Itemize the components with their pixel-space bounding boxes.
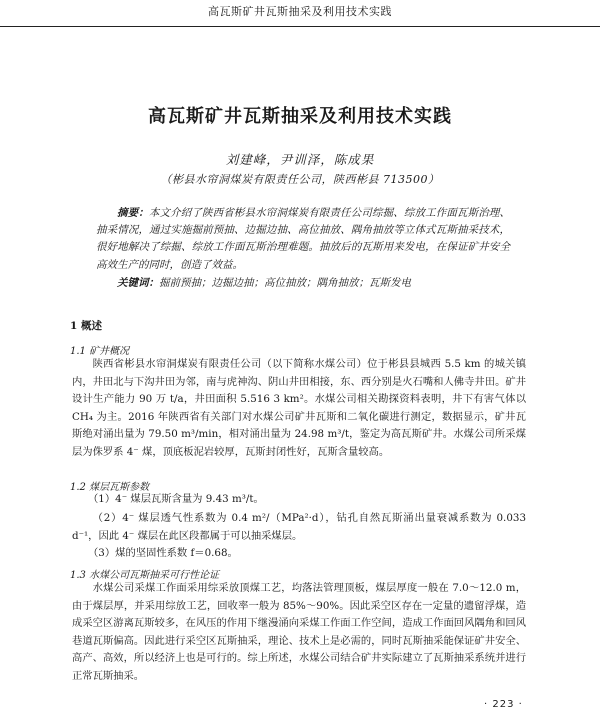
abstract (96, 205, 510, 274)
section-1-1-heading: 1.1 矿井概况 (70, 346, 130, 357)
section-1-3-heading: 1.3 水煤公司瓦斯抽采可行性论证 (70, 570, 220, 581)
section-1-2-item-2: （2）4⁻ 煤层透气性系数为 0.4 m²/（MPa²·d），钻孔自然瓦斯涌出量衰减系数为 0.033 d⁻¹，因此 4⁻ 煤层在此区段都属于可以抽采煤层。 (72, 512, 526, 542)
section-1-2-item-1: （1）4⁻ 煤层瓦斯含量为 9.43 m³/t。 (88, 493, 264, 505)
header-rule (0, 26, 600, 27)
running-header: 高瓦斯矿井瓦斯抽采及利用技术实践 (208, 5, 392, 18)
section-1-heading: 1 概述 (70, 320, 102, 332)
abstract-text: 本文介绍了陕西省彬县水帘洞煤炭有限责任公司综掘、综放工作面瓦斯治理、抽采情况，通过实施掘前预抽、边掘边抽、高位抽放、隅角抽放等立体式瓦斯抽采技术，很好地解决了综掘、综放工作面瓦斯治理难题。抽放后的瓦斯用来发电，在保证矿井安全高效生产的同时，创造了效益。 (96, 207, 510, 271)
section-1-2-item-3: （3）煤的坚固性系数 f＝0.68。 (88, 547, 238, 559)
section-1-2-heading: 1.2 煤层瓦斯参数 (70, 482, 150, 493)
keywords-text: 掘前预抽；边掘边抽；高位抽放；隅角抽放；瓦斯发电 (159, 277, 411, 289)
keywords (96, 275, 510, 290)
section-1-3-paragraph: 水煤公司采煤工作面采用综采放顶煤工艺，均落法管理顶板，煤层厚度一般在 7.0～12.0 m，由于煤层厚，并采用综放工艺，回收率一般为 85%～90%。因此采空区存在一定量的遗留浮煤，造成采空区游离瓦斯较多，在风压的作用下继漫涌向采煤工作面工作空间，造成工作面回风隅角和回风巷道瓦斯偏高。因此进行采空区瓦斯抽采，理论、技术上是必需的，同时瓦斯抽采能保证矿井安全、高产、高效，所以经济上也是可行的。综上所述，水煤公司结合矿井实际建立了瓦斯抽采系统并进行正常瓦斯抽采。 (72, 582, 526, 682)
keywords-label: 关键词： (117, 277, 159, 289)
section-1-1-paragraph: 陕西省彬县水帘洞煤炭有限责任公司（以下简称水煤公司）位于彬县县城西 5.5 km 的城关镇内，井田北与下沟井田为邻，南与虎神沟、阴山井田相接，东、西分别是火石嘴和人佛寺井田。矿井设计生产能力 90 万 t/a，井田面积 5.516 3 km²。水煤公司相关勘探资料表明，井下有害气体以 CH₄ 为主。2016 年陕西省有关部门对水煤公司矿井瓦斯和二氧化碳进行测定，数据显示，矿井瓦斯绝对涌出量为 79.50 m³/min，相对涌出量为 24.98 m³/t，鉴定为高瓦斯矿井。水煤公司所采煤层为侏罗系 4⁻ 煤，顶底板泥岩较厚，瓦斯封闭性好，瓦斯含量较高。 (72, 358, 526, 458)
affiliation: （彬县水帘洞煤炭有限责任公司，陕西彬县 713500） (160, 173, 440, 186)
paper-title: 高瓦斯矿井瓦斯抽采及利用技术实践 (148, 106, 452, 127)
abstract-label: 摘要： (117, 207, 149, 219)
authors: 刘建峰，尹训泽，陈成果 (225, 152, 375, 167)
page-number: · 223 · (484, 699, 523, 710)
